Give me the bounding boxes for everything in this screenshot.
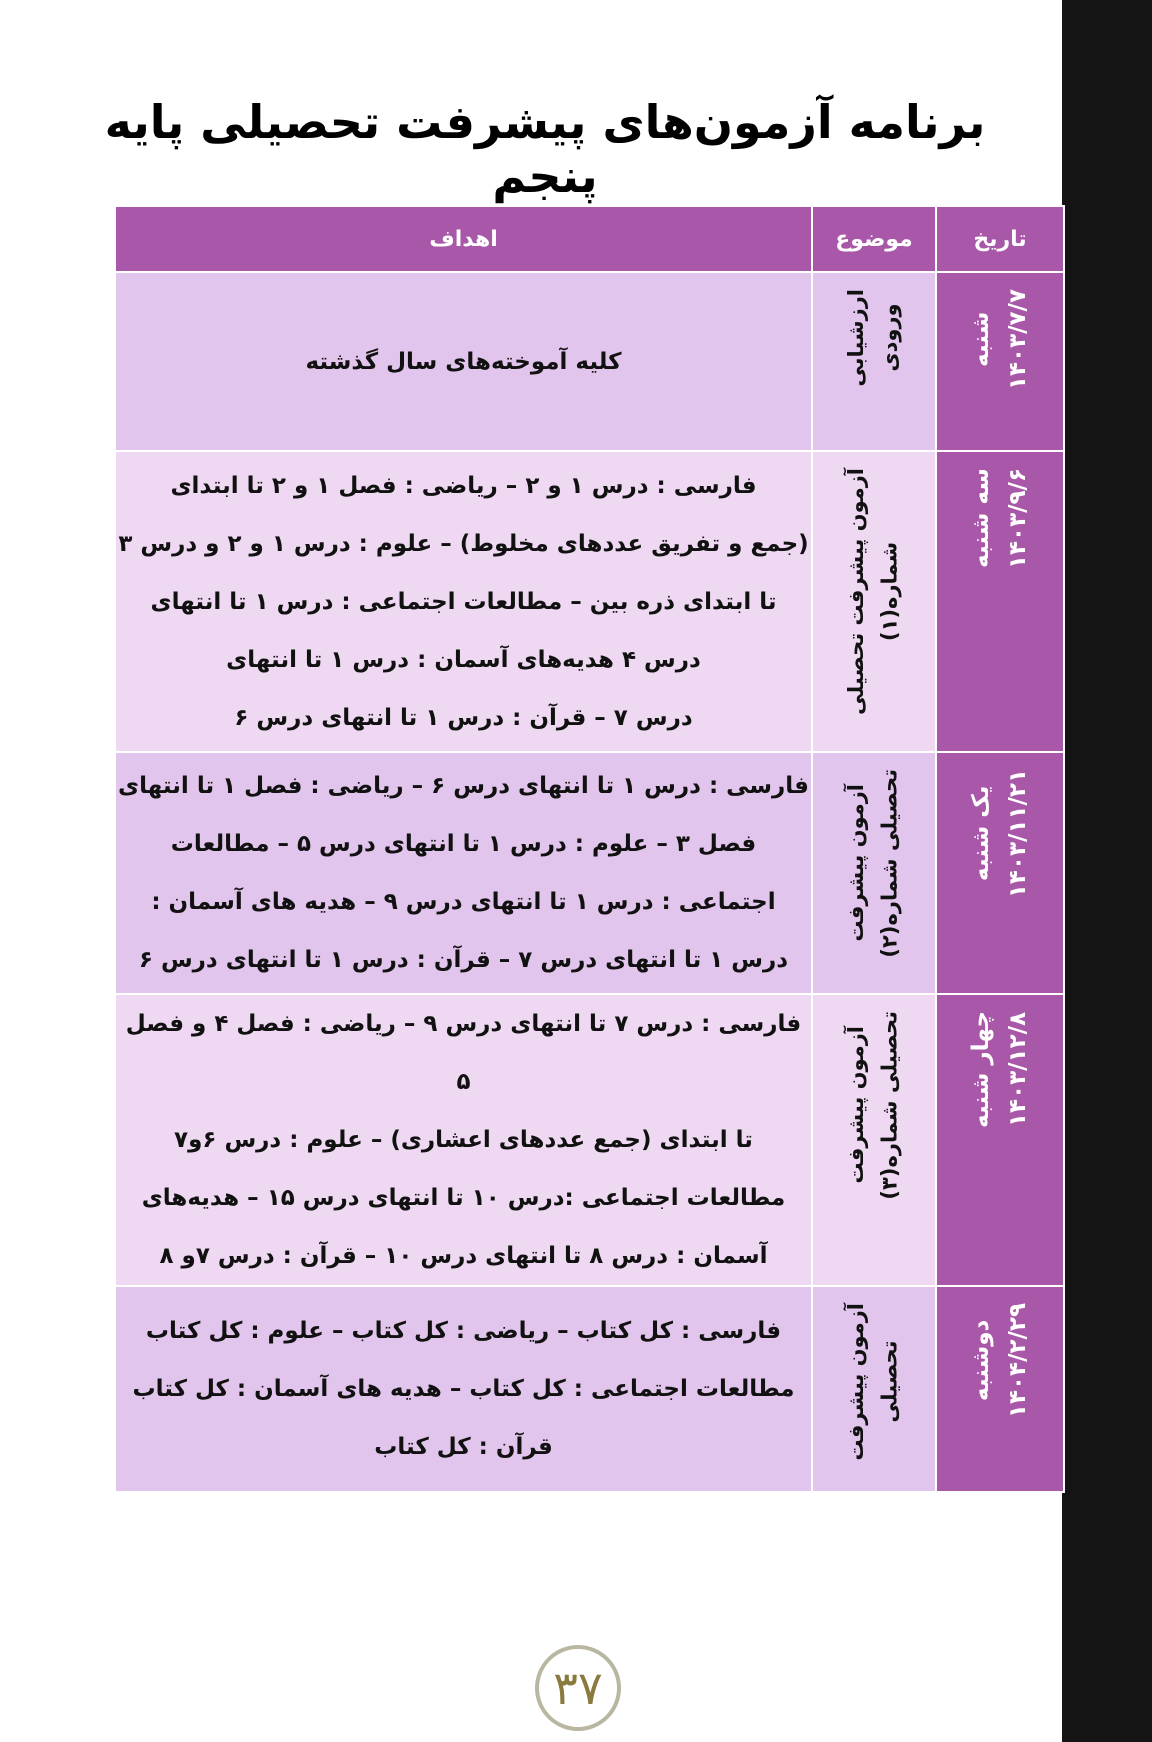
goals-cell <box>115 272 812 451</box>
goal-line: مطالعات اجتماعی : کل کتاب – هدیه های آسمان : کل کتاب <box>132 1376 795 1402</box>
topic-cell <box>812 451 936 752</box>
goal-line: درس ۱ تا انتهای درس ۷ – قرآن : درس ۱ تا انتهای درس ۶ <box>138 947 789 973</box>
date-cell <box>936 1286 1064 1492</box>
day-name: یک شنبه <box>968 785 995 882</box>
date-value: ۱۴۰۴/۲/۲۹ <box>1005 1303 1031 1419</box>
topic-label <box>840 1303 907 1461</box>
topic-line: آزمون پیشرفت <box>844 1303 869 1461</box>
topic-line: ارزشیابی <box>844 289 869 387</box>
date-label <box>963 769 1037 898</box>
topic-line: آزمون پیشرفت تحصیلی <box>844 468 869 715</box>
goal-line: فارسی : درس ۱ تا انتهای درس ۶ – ریاضی : فصل ۱ تا انتهای <box>118 773 809 799</box>
date-value: ۱۴۰۳/۷/۷ <box>1005 289 1031 391</box>
goals-cell <box>115 752 812 994</box>
goal-line: (جمع و تفریق عددهای مخلوط) – علوم : درس ۱ و ۲ و درس ۳ <box>118 530 809 557</box>
day-name: دوشنبه <box>968 1319 995 1402</box>
goal-line: کلیه آموخته‌های سال گذشته <box>305 348 622 375</box>
date-value: ۱۴۰۳/۹/۶ <box>1005 468 1031 570</box>
goal-line: فارسی : درس ۱ و ۲ – ریاضی : فصل ۱ و ۲ تا ابتدای <box>170 472 757 499</box>
topic-line: آزمون پیشرفت <box>844 1026 869 1185</box>
goal-line: تا ابتدای ذره بین – مطالعات اجتماعی : درس ۱ تا انتهای <box>150 588 777 615</box>
goal-line: مطالعات اجتماعی :درس ۱۰ تا انتهای درس ۱۵ – هدیه‌های <box>141 1185 786 1211</box>
page-title: برنامه آزمون‌های پیشرفت تحصیلی پایه پنجم <box>104 95 986 203</box>
topic-label <box>840 468 907 715</box>
topic-line: شماره(۱) <box>878 541 902 642</box>
exam-schedule-table <box>114 205 1065 1493</box>
topic-cell <box>812 752 936 994</box>
header-date: تاریخ <box>936 206 1064 272</box>
header-topic: موضوع <box>812 206 936 272</box>
date-label <box>963 289 1037 390</box>
goals-cell <box>115 994 812 1286</box>
date-label <box>963 1303 1037 1418</box>
header-goals: اهداف <box>115 206 812 272</box>
day-name: سه شنبه <box>968 468 995 569</box>
date-label <box>963 468 1037 569</box>
goal-line: آسمان : درس ۸ تا انتهای درس ۱۰ – قرآن : درس ۷و ۸ <box>159 1243 768 1269</box>
topic-label <box>840 1011 907 1200</box>
topic-cell <box>812 994 936 1286</box>
goals-cell <box>115 451 812 752</box>
date-value: ۱۴۰۳/۱۲/۸ <box>1005 1011 1031 1128</box>
day-name: شنبه <box>968 311 995 368</box>
page-number: ۳۷ <box>535 1645 621 1731</box>
goals-cell <box>115 1286 812 1492</box>
topic-line: تحصیلی شماره(۲) <box>878 769 902 958</box>
goal-line: درس ۷ – قرآن : درس ۱ تا انتهای درس ۶ <box>234 704 693 731</box>
date-label <box>963 1011 1037 1128</box>
topic-line: آزمون پیشرفت <box>844 784 869 943</box>
goal-line: تا ابتدای (جمع عددهای اعشاری) – علوم : درس ۶و۷ <box>174 1127 753 1153</box>
date-cell <box>936 994 1064 1286</box>
header-row <box>115 206 1064 272</box>
table-row <box>115 752 1064 994</box>
table-row <box>115 272 1064 451</box>
table-row <box>115 1286 1064 1492</box>
topic-label <box>840 769 907 958</box>
date-cell <box>936 752 1064 994</box>
topic-line: ورودی <box>878 303 902 372</box>
date-cell <box>936 451 1064 752</box>
goal-line: فارسی : درس ۷ تا انتهای درس ۹ – ریاضی : فصل ۴ و فصل ۵ <box>125 1011 802 1095</box>
goal-line: درس ۴ هدیه‌های آسمان : درس ۱ تا انتهای <box>226 646 701 673</box>
goal-line: اجتماعی : درس ۱ تا انتهای درس ۹ – هدیه های آسمان : <box>151 889 776 915</box>
day-name: چهار شنبه <box>968 1011 995 1128</box>
table-row <box>115 994 1064 1286</box>
date-cell <box>936 272 1064 451</box>
topic-cell <box>812 272 936 451</box>
date-value: ۱۴۰۳/۱۱/۲۱ <box>1005 769 1031 899</box>
topic-line: تحصیلی <box>878 1340 902 1423</box>
topic-label <box>840 289 907 387</box>
table-row <box>115 451 1064 752</box>
topic-cell <box>812 1286 936 1492</box>
goal-line: قرآن : کل کتاب <box>374 1434 553 1460</box>
topic-line: تحصیلی شماره(۳) <box>878 1011 902 1200</box>
goal-line: فارسی : کل کتاب – ریاضی : کل کتاب – علوم : کل کتاب <box>145 1318 782 1344</box>
right-edge-bar <box>1062 0 1152 1742</box>
goal-line: فصل ۳ – علوم : درس ۱ تا انتهای درس ۵ – مطالعات <box>170 831 757 857</box>
